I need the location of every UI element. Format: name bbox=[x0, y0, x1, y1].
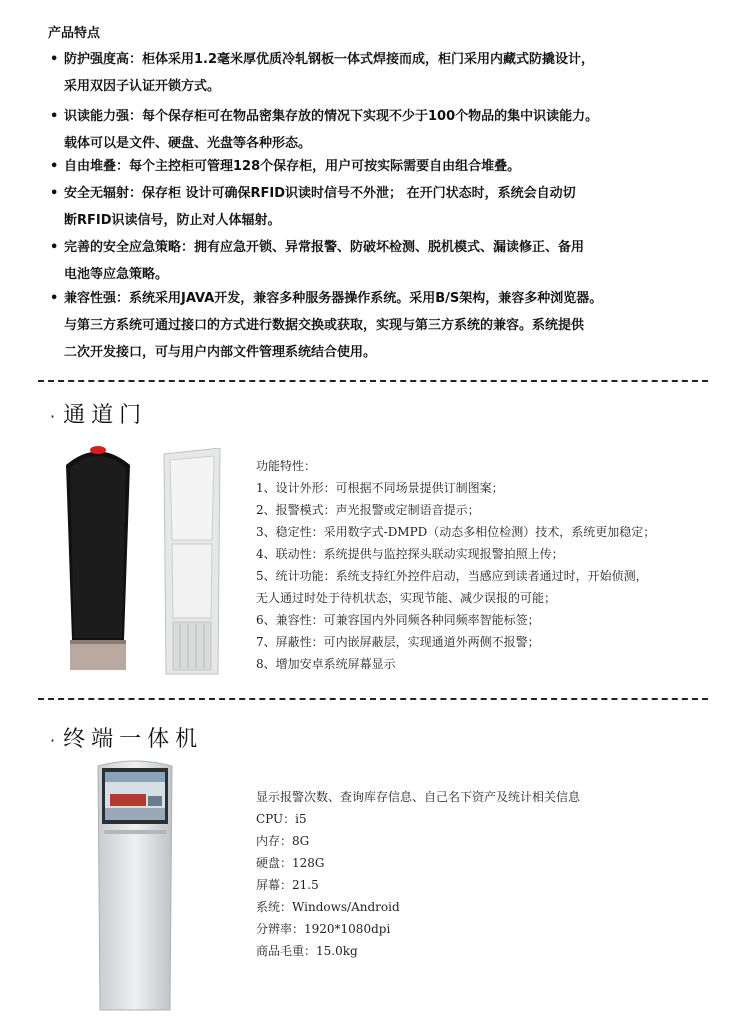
kiosk-spec-line: 屏幕：21.5 bbox=[256, 878, 319, 892]
gate-spec-line: 6、兼容性：可兼容国内外同频各种同频率智能标签； bbox=[256, 613, 540, 627]
feature-line: 与第三方系统可通过接口的方式进行数据交换或获取，实现与第三方系统的兼容。系统提供 bbox=[64, 318, 585, 333]
feature-line: 载体可以是文件、硬盘、光盘等各种形态。 bbox=[64, 136, 312, 151]
feature-line bbox=[50, 103, 720, 130]
feature-line bbox=[50, 180, 720, 207]
bullet-icon: • bbox=[50, 186, 59, 201]
gate-spec-line: 8、增加安卓系统屏幕显示 bbox=[256, 657, 396, 671]
kiosk-spec-line: 显示报警次数、查询库存信息、自己名下资产及统计相关信息 bbox=[256, 790, 581, 804]
bullet-icon: • bbox=[50, 52, 59, 67]
kiosk-image bbox=[94, 760, 176, 1015]
gate-spec-line: 7、屏蔽性：可内嵌屏蔽层，实现通道外两侧不报警； bbox=[256, 635, 540, 649]
gate-spec-line: 功能特性： bbox=[256, 459, 317, 473]
gate-spec-line: 3、稳定性：采用数字式-DMPD（动态多相位检测）技术，系统更加稳定； bbox=[256, 525, 656, 539]
feature-line bbox=[50, 285, 720, 312]
feature-line: 二次开发接口，可与用户内部文件管理系统结合使用。 bbox=[64, 345, 377, 360]
gate-spec-line: 4、联动性：系统提供与监控探头联动实现报警拍照上传； bbox=[256, 547, 564, 561]
feature-line: 断RFID识读信号，防止对人体辐射。 bbox=[64, 213, 281, 228]
kiosk-spec-list bbox=[256, 786, 580, 962]
gate-section-title bbox=[50, 398, 147, 429]
feature-text: 兼容性强：系统采用JAVA开发，兼容多种服务器操作系统。采用B/S架构，兼容多种浏览器。 bbox=[64, 291, 603, 306]
feature-item bbox=[50, 180, 720, 234]
divider-1 bbox=[38, 380, 708, 382]
kiosk-spec-line: 内存：8G bbox=[256, 834, 310, 848]
bullet-icon: • bbox=[50, 240, 59, 255]
feature-item bbox=[50, 153, 720, 180]
kiosk-spec-line: 商品毛重：15.0kg bbox=[256, 944, 358, 958]
feature-line bbox=[50, 46, 720, 73]
gate-black-image bbox=[58, 440, 138, 675]
kiosk-spec-line: 系统：Windows/Android bbox=[256, 900, 400, 914]
gate-white-image bbox=[160, 448, 225, 676]
kiosk-section-title bbox=[50, 722, 203, 753]
gate-title-text: 通道门 bbox=[63, 403, 148, 428]
feature-line bbox=[50, 234, 720, 261]
feature-item bbox=[50, 234, 720, 288]
feature-line: 采用双因子认证开锁方式。 bbox=[64, 79, 221, 94]
feature-line bbox=[50, 153, 720, 180]
title-dot: · bbox=[50, 731, 56, 750]
kiosk-spec-line: CPU：i5 bbox=[256, 812, 307, 826]
feature-item bbox=[50, 285, 720, 366]
feature-text: 识读能力强：每个保存柜可在物品密集存放的情况下实现不少于100个物品的集中识读能力。 bbox=[64, 109, 599, 124]
bullet-icon: • bbox=[50, 159, 59, 174]
feature-text: 自由堆叠：每个主控柜可管理128个保存柜，用户可按实际需要自由组合堆叠。 bbox=[64, 159, 521, 174]
bullet-icon: • bbox=[50, 109, 59, 124]
gate-spec-line: 无人通过时处于待机状态，实现节能、减少误报的可能； bbox=[256, 591, 557, 605]
divider-2 bbox=[38, 698, 708, 700]
feature-text: 防护强度高：柜体采用1.2毫米厚优质冷轧钢板一体式焊接而成，柜门采用内藏式防撬设计， bbox=[64, 52, 595, 67]
bullet-icon: • bbox=[50, 291, 59, 306]
feature-item bbox=[50, 46, 720, 100]
kiosk-spec-line: 分辨率：1920*1080dpi bbox=[256, 922, 391, 936]
gate-spec-list bbox=[256, 455, 655, 675]
features-title: 产品特点 bbox=[48, 26, 101, 41]
feature-line: 电池等应急策略。 bbox=[64, 267, 169, 282]
kiosk-title-text: 终端一体机 bbox=[63, 727, 204, 752]
gate-spec-line: 1、设计外形：可根据不同场景提供订制图案； bbox=[256, 481, 504, 495]
gate-spec-line: 5、统计功能：系统支持红外控件启动，当感应到读者通过时，开始侦测， bbox=[256, 569, 648, 583]
title-dot: · bbox=[50, 407, 56, 426]
feature-item bbox=[50, 103, 720, 157]
kiosk-spec-line: 硬盘：128G bbox=[256, 856, 325, 870]
feature-text: 安全无辐射：保存柜 设计可确保RFID识读时信号不外泄； 在开门状态时，系统会自动切 bbox=[64, 186, 576, 201]
feature-text: 完善的安全应急策略：拥有应急开锁、异常报警、防破坏检测、脱机模式、漏读修正、备用 bbox=[64, 240, 585, 255]
gate-spec-line: 2、报警模式：声光报警或定制语音提示； bbox=[256, 503, 480, 517]
